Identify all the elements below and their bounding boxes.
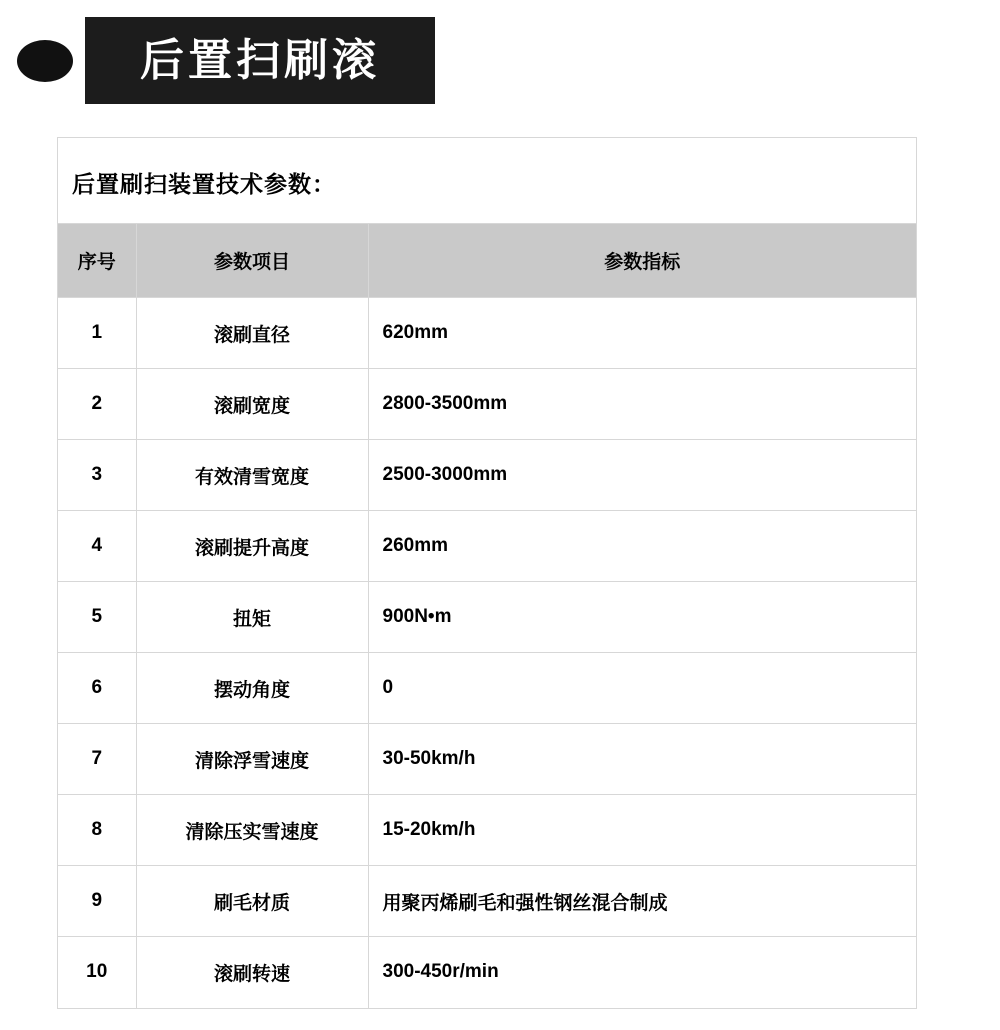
cell-value: 0 <box>368 653 916 724</box>
table-row <box>58 937 916 1008</box>
table-row <box>58 795 916 866</box>
cell-name: 滚刷提升高度 <box>136 511 368 582</box>
table-row <box>58 511 916 582</box>
cell-name: 清除压实雪速度 <box>136 795 368 866</box>
column-header-index: 序号 <box>58 224 136 298</box>
cell-value: 2800-3500mm <box>368 369 916 440</box>
table-row <box>58 298 916 369</box>
cell-name: 摆动角度 <box>136 653 368 724</box>
cell-index: 9 <box>58 866 136 937</box>
spec-table <box>58 223 916 1008</box>
page-header <box>0 0 1000 118</box>
table-row <box>58 582 916 653</box>
spec-table-head <box>58 224 916 298</box>
cell-index: 2 <box>58 369 136 440</box>
header-banner-title: 后置扫刷滚 <box>140 35 380 85</box>
cell-name: 滚刷直径 <box>136 298 368 369</box>
cell-value: 30-50km/h <box>368 724 916 795</box>
cell-value: 260mm <box>368 511 916 582</box>
cell-name: 刷毛材质 <box>136 866 368 937</box>
column-header-value: 参数指标 <box>368 224 916 298</box>
table-header-row <box>58 224 916 298</box>
cell-value: 620mm <box>368 298 916 369</box>
column-header-name: 参数项目 <box>136 224 368 298</box>
cell-index: 4 <box>58 511 136 582</box>
table-row <box>58 440 916 511</box>
cell-name: 滚刷宽度 <box>136 369 368 440</box>
cell-index: 5 <box>58 582 136 653</box>
cell-value: 用聚丙烯刷毛和强性钢丝混合制成 <box>368 866 916 937</box>
cell-index: 6 <box>58 653 136 724</box>
black-circle-icon <box>17 40 73 82</box>
table-row <box>58 866 916 937</box>
table-row <box>58 369 916 440</box>
spec-card-title: 后置刷扫装置技术参数： <box>72 171 336 197</box>
header-banner <box>85 17 435 104</box>
cell-index: 7 <box>58 724 136 795</box>
cell-value: 2500-3000mm <box>368 440 916 511</box>
cell-index: 8 <box>58 795 136 866</box>
cell-name: 滚刷转速 <box>136 937 368 1008</box>
cell-value: 300-450r/min <box>368 937 916 1008</box>
cell-name: 有效清雪宽度 <box>136 440 368 511</box>
table-row <box>58 724 916 795</box>
cell-index: 3 <box>58 440 136 511</box>
cell-name: 清除浮雪速度 <box>136 724 368 795</box>
cell-value: 15-20km/h <box>368 795 916 866</box>
cell-name: 扭矩 <box>136 582 368 653</box>
cell-index: 1 <box>58 298 136 369</box>
spec-card <box>57 137 917 1009</box>
table-row <box>58 653 916 724</box>
cell-value: 900N•m <box>368 582 916 653</box>
cell-index: 10 <box>58 937 136 1008</box>
spec-table-body <box>58 298 916 1008</box>
